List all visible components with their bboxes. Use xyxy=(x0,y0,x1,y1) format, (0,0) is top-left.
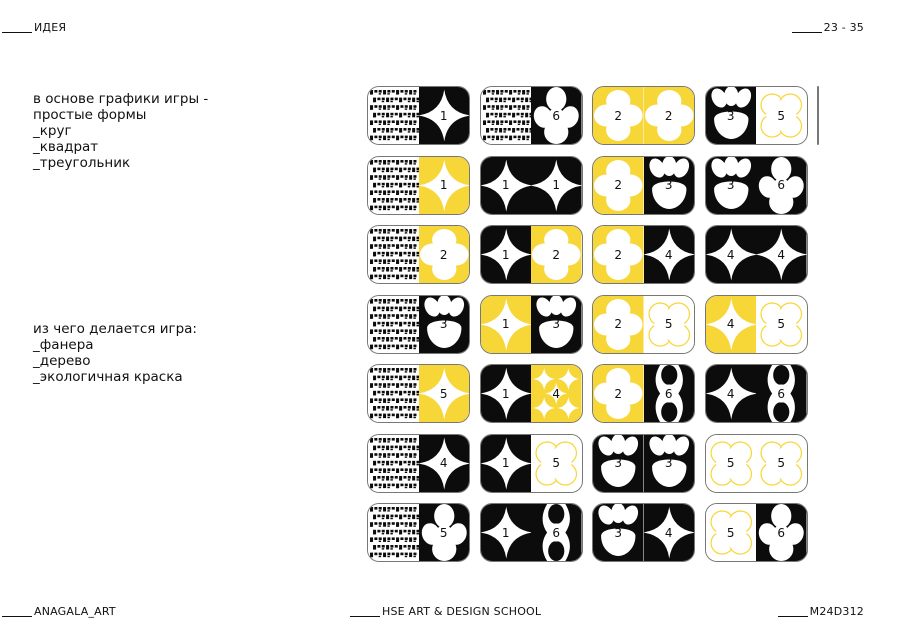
domino-number: 6 xyxy=(777,525,786,540)
domino-number: 1 xyxy=(501,178,510,192)
domino-number: 1 xyxy=(501,386,510,401)
tulip-face xyxy=(644,435,695,492)
domino-number: 1 xyxy=(501,525,510,540)
footer-right-rule xyxy=(778,616,808,617)
black-star-face xyxy=(481,504,532,561)
domino-number: 1 xyxy=(501,456,510,470)
text-line: простые формы xyxy=(33,107,147,123)
domino-tile xyxy=(592,364,695,423)
domino-tile xyxy=(592,503,695,562)
domino-number: 5 xyxy=(726,456,735,470)
yellow-flower-face xyxy=(419,226,470,283)
white-flower-face xyxy=(706,435,757,492)
footer-right xyxy=(778,606,864,617)
yellow-flower-face xyxy=(644,87,695,144)
blossom-face xyxy=(756,157,807,214)
pattern-face xyxy=(368,296,419,353)
domino-tile xyxy=(817,86,819,145)
page-numbers: 23 - 35 xyxy=(823,21,864,34)
domino-number: 5 xyxy=(439,525,448,540)
domino-number: 3 xyxy=(726,108,735,123)
tulip-face xyxy=(419,296,470,353)
section-title: ИДЕЯ xyxy=(34,21,67,34)
domino-number: 1 xyxy=(501,247,510,262)
domino-tile xyxy=(480,295,583,354)
wave-face xyxy=(644,365,695,422)
domino-number: 4 xyxy=(552,386,561,401)
tulip-face xyxy=(531,296,582,353)
white-flower-face xyxy=(644,296,695,353)
domino-number: 5 xyxy=(552,456,561,470)
domino-tile xyxy=(480,503,583,562)
domino-tile xyxy=(480,86,583,145)
yellow-star-face xyxy=(419,365,470,422)
domino-number: 5 xyxy=(777,456,786,470)
domino-number: 5 xyxy=(777,108,786,123)
domino-number: 1 xyxy=(552,178,561,192)
domino-tile xyxy=(480,225,583,284)
black-star-face xyxy=(419,87,470,144)
domino-number: 4 xyxy=(726,386,735,401)
tulip-face xyxy=(706,157,757,214)
domino-number: 4 xyxy=(664,247,673,262)
blossom-face xyxy=(419,504,470,561)
yellow-flower-face xyxy=(593,157,644,214)
domino-number: 2 xyxy=(614,178,623,192)
black-star-face xyxy=(481,157,532,214)
pattern-face xyxy=(368,435,419,492)
domino-number: 5 xyxy=(664,317,673,331)
text-line: _квадрат xyxy=(33,139,99,155)
domino-number: 6 xyxy=(664,386,673,401)
wave-face xyxy=(531,504,582,561)
domino-number: 1 xyxy=(439,178,448,192)
author-name: ANAGALA_ART xyxy=(34,605,116,618)
domino-number: 2 xyxy=(439,247,448,262)
domino-tile xyxy=(592,295,695,354)
domino-tile xyxy=(705,86,808,145)
domino-number: 2 xyxy=(664,108,673,123)
domino-number: 6 xyxy=(552,525,561,540)
header-right-rule xyxy=(792,32,822,33)
domino-tile xyxy=(367,156,470,215)
domino-number: 2 xyxy=(614,386,623,401)
white-flower-face xyxy=(756,87,807,144)
domino-tile xyxy=(592,156,695,215)
domino-number: 3 xyxy=(439,317,448,331)
yellow-flower-face xyxy=(593,226,644,283)
wave-face xyxy=(756,365,807,422)
domino-number: 5 xyxy=(777,317,786,331)
domino-tile xyxy=(705,295,808,354)
white-flower-face xyxy=(531,435,582,492)
header-left-rule xyxy=(2,32,32,33)
domino-tile xyxy=(592,434,695,493)
domino-tile xyxy=(705,364,808,423)
domino-tile xyxy=(367,434,470,493)
yellow-flower-face xyxy=(593,296,644,353)
domino-number: 4 xyxy=(439,456,448,470)
domino-number: 2 xyxy=(552,247,561,262)
black-star-face xyxy=(481,226,532,283)
black-star-face xyxy=(644,226,695,283)
text-line: из чего делается игра: xyxy=(33,321,197,337)
pattern-face xyxy=(481,87,532,144)
blossom-face xyxy=(756,504,807,561)
domino-tile xyxy=(480,156,583,215)
footer-center xyxy=(350,606,541,617)
text-line: _круг xyxy=(33,123,72,139)
domino-number: 3 xyxy=(664,456,673,470)
yellow-flower-face xyxy=(593,87,644,144)
header-right xyxy=(792,22,864,33)
school-name: HSE ART & DESIGN SCHOOL xyxy=(382,605,542,618)
yellow-flower-face xyxy=(531,226,582,283)
domino-number: 3 xyxy=(614,456,623,470)
tulip-face xyxy=(593,435,644,492)
tulip-face xyxy=(644,157,695,214)
text-line: _экологичная краска xyxy=(33,369,183,385)
black-star-face xyxy=(481,365,532,422)
text-line: _фанера xyxy=(33,337,94,353)
course-code: M24D312 xyxy=(809,605,864,618)
yellow-star-face xyxy=(706,296,757,353)
tulip-face xyxy=(593,504,644,561)
domino-tile xyxy=(480,434,583,493)
text-line: _дерево xyxy=(33,353,91,369)
domino-tile xyxy=(367,86,470,145)
domino-number: 2 xyxy=(614,317,623,331)
footer-left-rule xyxy=(2,616,32,617)
domino-tile xyxy=(705,156,808,215)
pattern-face xyxy=(368,504,419,561)
black-star-face xyxy=(706,226,757,283)
pattern-face xyxy=(368,365,419,422)
domino-number: 2 xyxy=(614,247,623,262)
four-stars-face xyxy=(531,365,582,422)
domino-tile xyxy=(367,364,470,423)
domino-number: 5 xyxy=(726,525,735,540)
domino-number: 5 xyxy=(439,386,448,401)
domino-tile xyxy=(592,225,695,284)
header-left xyxy=(2,22,66,33)
pattern-face xyxy=(368,157,419,214)
footer-center-rule xyxy=(350,616,380,617)
domino-tile xyxy=(705,503,808,562)
yellow-star-face xyxy=(419,157,470,214)
white-flower-face xyxy=(756,296,807,353)
materials-description xyxy=(33,321,197,385)
domino-number: 6 xyxy=(552,108,561,123)
yellow-flower-face xyxy=(593,365,644,422)
domino-number: 1 xyxy=(501,317,510,331)
text-line: в основе графики игры - xyxy=(33,91,209,107)
domino-tile xyxy=(592,86,695,145)
text-line: _треугольник xyxy=(33,155,131,171)
yellow-star-face xyxy=(481,296,532,353)
pattern-face xyxy=(368,87,419,144)
domino-number: 4 xyxy=(777,247,786,262)
tulip-face xyxy=(706,87,757,144)
domino-tile xyxy=(367,225,470,284)
domino-number: 4 xyxy=(726,247,735,262)
domino-number: 3 xyxy=(664,178,673,192)
domino-tile xyxy=(705,225,808,284)
domino-tile xyxy=(480,364,583,423)
footer-left xyxy=(2,606,116,617)
black-star-face xyxy=(756,226,807,283)
domino-number: 1 xyxy=(439,108,448,123)
black-star-face xyxy=(419,435,470,492)
domino-tile xyxy=(367,295,470,354)
white-flower-face xyxy=(756,435,807,492)
domino-number: 6 xyxy=(777,386,786,401)
pattern-face xyxy=(368,226,419,283)
domino-set-grid xyxy=(367,86,807,562)
domino-number: 3 xyxy=(614,525,623,540)
domino-number: 2 xyxy=(614,108,623,123)
domino-tile xyxy=(367,503,470,562)
domino-number: 4 xyxy=(726,317,735,331)
black-star-face xyxy=(531,157,582,214)
graphics-description xyxy=(33,91,208,171)
blossom-face xyxy=(531,87,582,144)
domino-tile xyxy=(705,434,808,493)
white-flower-face xyxy=(706,504,757,561)
domino-number: 3 xyxy=(552,317,561,331)
domino-number: 3 xyxy=(726,178,735,192)
black-star-face xyxy=(481,435,532,492)
domino-number: 6 xyxy=(777,178,786,192)
black-star-face xyxy=(706,365,757,422)
domino-number: 4 xyxy=(664,525,673,540)
black-star-face xyxy=(644,504,695,561)
